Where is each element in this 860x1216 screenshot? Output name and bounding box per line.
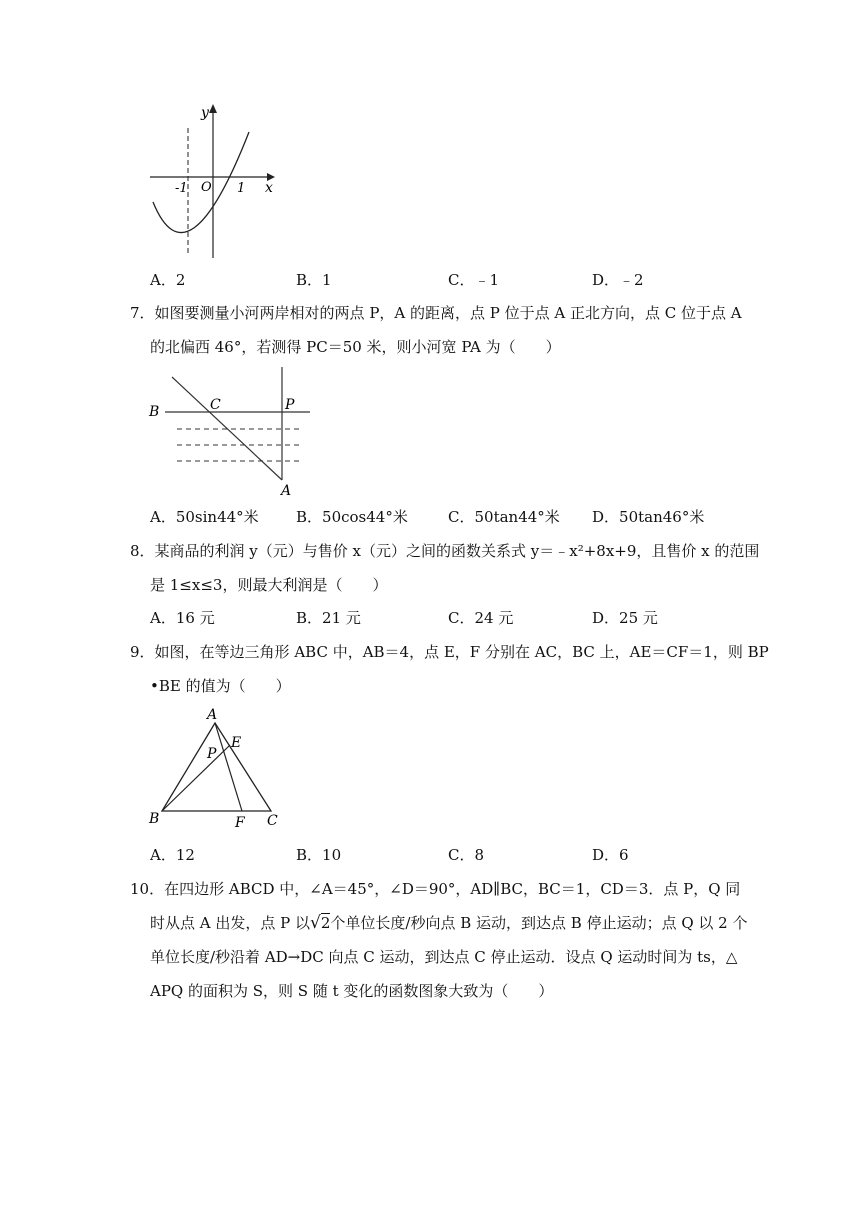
option-d[interactable]: D．﹣2 (592, 271, 644, 289)
q8-text-line1: 8．某商品的利润 y（元）与售价 x（元）之间的函数关系式 y＝﹣x²+8x+9，且售价 x 的范围 (130, 542, 760, 560)
q7-options (150, 507, 750, 527)
option-a[interactable]: A．16 元 (150, 609, 215, 627)
label-a: A (281, 483, 292, 499)
q10-text-line3: 单位长度/秒沿着 AD→DC 向点 C 运动，到达点 C 停止运动．设点 Q 运动时间为 ts，△ (150, 948, 738, 966)
neg-one-label: -1 (175, 181, 188, 196)
q8-text-line2: 是 1≤x≤3，则最大利润是（ ） (150, 576, 388, 594)
option-d[interactable]: D．25 元 (592, 609, 658, 627)
option-c[interactable]: C．﹣1 (448, 271, 500, 289)
label-c: C (267, 813, 278, 829)
option-a[interactable]: A．12 (150, 846, 195, 864)
q7-text-line2: 的北偏西 46°，若测得 PC＝50 米，则小河宽 PA 为（ ） (150, 338, 561, 356)
option-b[interactable]: B．10 (296, 846, 342, 864)
origin-label: O (201, 180, 212, 195)
q10-text-line1: 10．在四边形 ABCD 中，∠A＝45°，∠D＝90°，AD∥BC，BC＝1，CD＝3．点 P，Q 同 (130, 880, 741, 898)
q10-text-line4: APQ 的面积为 S，则 S 随 t 变化的函数图象大致为（ ） (150, 982, 554, 1000)
y-label: y (201, 105, 209, 121)
option-c[interactable]: C．8 (448, 846, 485, 864)
q7-text-line1: 7．如图要测量小河两岸相对的两点 P，A 的距离，点 P 位于点 A 正北方向，点 C 位于点 A (130, 304, 742, 322)
q9-text-line1: 9．如图，在等边三角形 ABC 中，AB＝4，点 E，F 分别在 AC，BC 上，AE＝CF＝1，则 BP (130, 643, 769, 661)
q6-options (150, 270, 750, 290)
label-c: C (210, 397, 221, 413)
triangle-abc (162, 723, 271, 811)
sqrt-radicand: 2 (320, 914, 331, 932)
label-e: E (231, 735, 242, 751)
option-d[interactable]: D．6 (592, 846, 629, 864)
q6-parabola-graph (145, 100, 285, 260)
option-b[interactable]: B．21 元 (296, 609, 361, 627)
y-axis-arrow (209, 104, 217, 113)
q8-options (150, 608, 750, 628)
label-b: B (149, 404, 160, 420)
option-b[interactable]: B．50cos44°米 (296, 508, 408, 526)
x-label: x (265, 180, 273, 196)
option-a[interactable]: A．50sin44°米 (150, 508, 259, 526)
option-c[interactable]: C．24 元 (448, 609, 514, 627)
q10-text-line2: 时从点 A 出发，点 P 以√2个单位长度/秒向点 B 运动，到达点 B 停止运动；点 Q 以 2 个 (150, 913, 748, 933)
one-label: 1 (237, 181, 246, 196)
q7-river-figure (145, 365, 315, 500)
label-a: A (207, 707, 218, 723)
q9-options (150, 845, 750, 865)
q9-triangle-figure (145, 705, 285, 830)
option-d[interactable]: D．50tan46°米 (592, 508, 705, 526)
label-p: P (285, 397, 295, 413)
label-f: F (235, 815, 245, 830)
sqrt-symbol: √ (310, 913, 321, 933)
q9-text-line2: •BE 的值为（ ） (150, 677, 291, 695)
option-b[interactable]: B．1 (296, 271, 332, 289)
label-p: P (207, 746, 217, 762)
option-c[interactable]: C．50tan44°米 (448, 508, 560, 526)
label-b: B (149, 811, 160, 827)
option-a[interactable]: A．2 (150, 271, 186, 289)
